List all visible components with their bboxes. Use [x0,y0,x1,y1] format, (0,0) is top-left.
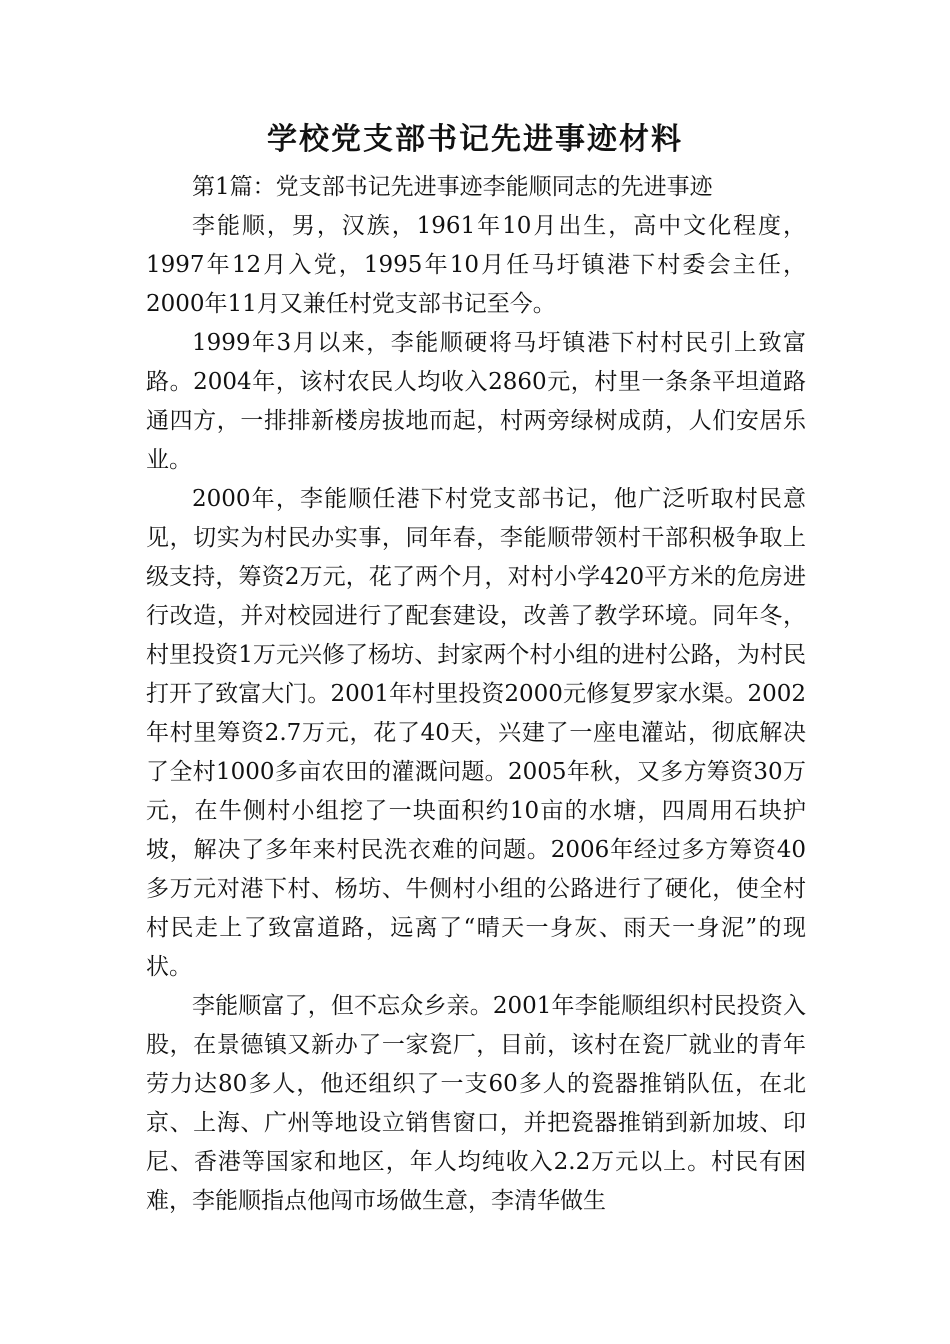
section-heading: 第1篇：党支部书记先进事迹李能顺同志的先进事迹 [192,174,713,200]
paragraph: 1999年3月以来，李能顺硬将马圩镇港下村村民引上致富路。2004年，该村农民人均收入2860元，村里一条条平坦道路通四方，一排排新楼房拔地而起，村两旁绿树成荫，人们安居乐业。 [146,330,806,473]
paragraph: 李能顺，男，汉族，1961年10月出生，高中文化程度，1997年12月入党，1995年10月任马圩镇港下村委会主任，2000年11月又兼任村党支部书记至今。 [146,213,806,317]
paragraph: 李能顺富了，但不忘众乡亲。2001年李能顺组织村民投资入股，在景德镇又新办了一家瓷厂，目前，该村在瓷厂就业的青年劳力达80多人，他还组织了一支60多人的瓷器推销队伍，在北京、上海、广州等地设立销售窗口，并把瓷器推销到新加坡、印尼、香港等国家和地区，年人均纯收入2.2万元以上。村民有困难，李能顺指点他闯市场做生意，李清华做生 [146,993,806,1214]
document-body [146,168,806,1221]
paragraph: 2000年，李能顺任港下村党支部书记，他广泛听取村民意见，切实为村民办实事，同年春，李能顺带领村干部积极争取上级支持，筹资2万元，花了两个月，对村小学420平方米的危房进行改造，并对校园进行了配套建设，改善了教学环境。同年冬，村里投资1万元兴修了杨坊、封家两个村小组的进村公路，为村民打开了致富大门。2001年村里投资2000元修复罗家水渠。2002年村里筹资2.7万元，花了40天，兴建了一座电灌站，彻底解决了全村1000多亩农田的灌溉问题。2005年秋，又多方筹资30万元，在牛侧村小组挖了一块面积约10亩的水塘，四周用石块护坡，解决了多年来村民洗衣难的问题。2006年经过多方筹资40多万元对港下村、杨坊、牛侧村小组的公路进行了硬化，使全村村民走上了致富道路，远离了“晴天一身灰、雨天一身泥”的现状。 [146,486,806,980]
document-title: 学校党支部书记先进事迹材料 [267,122,683,157]
